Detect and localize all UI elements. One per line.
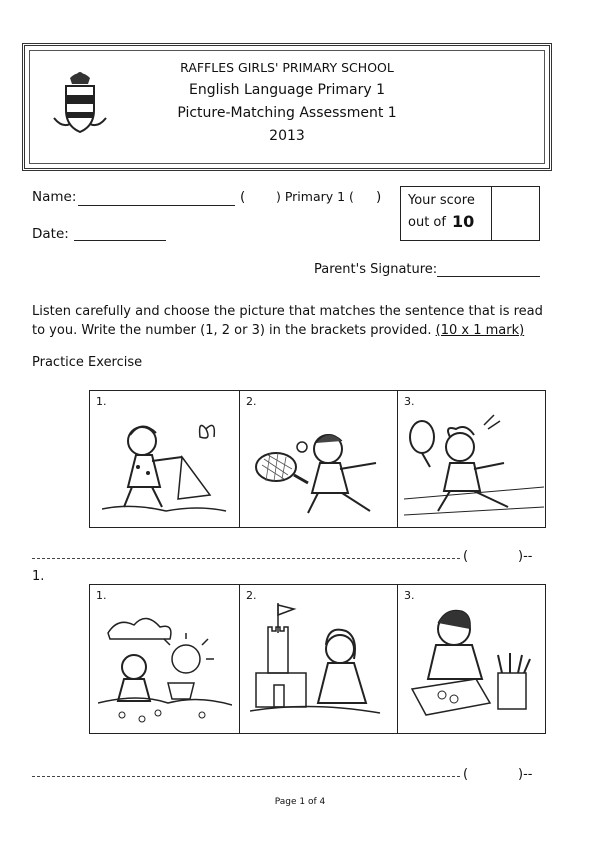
score-label-line2: out of (408, 215, 446, 230)
picture-number: 3. (404, 395, 415, 408)
practice-picture-3 (398, 391, 547, 527)
practice-answer-field[interactable] (472, 548, 516, 566)
subject-title: English Language Primary 1 (189, 82, 385, 98)
date-field[interactable] (74, 240, 166, 241)
name-field[interactable] (78, 205, 235, 206)
practice-picture-2 (240, 391, 398, 527)
question-1-number: 1. (32, 569, 45, 584)
practice-answer-open: ( (463, 549, 469, 564)
question-1-answer-open: ( (463, 767, 469, 782)
picture-number: 2. (246, 589, 257, 602)
question-1-dashed-line (32, 776, 460, 777)
name-label: Name: (32, 189, 77, 205)
date-label: Date: (32, 226, 69, 242)
girl-playing-badminton-icon (404, 407, 544, 519)
score-divider (491, 187, 492, 240)
picture-number: 3. (404, 589, 415, 602)
girl-catching-butterfly-icon (102, 407, 230, 517)
practice-heading: Practice Exercise (32, 355, 143, 370)
class-label: ) Primary 1 ( (276, 189, 354, 204)
instructions-text: Listen carefully and choose the picture that matches the sentence that is read to you. Write the number (1, 2 or 3) in the brackets provided. (32, 304, 543, 338)
question-1-picture-1 (90, 585, 240, 733)
girl-building-sandcastle-icon (250, 603, 390, 727)
marks-note: (10 x 1 mark) (435, 323, 525, 338)
year: 2013 (269, 128, 305, 144)
practice-dashed-line (32, 558, 460, 559)
assessment-title: Picture-Matching Assessment 1 (177, 105, 397, 121)
instructions (32, 302, 552, 340)
picture-number: 1. (96, 395, 107, 408)
score-total: 10 (452, 212, 475, 231)
picture-number: 1. (96, 589, 107, 602)
practice-picture-1 (90, 391, 240, 527)
girl-drawing-with-crayons-icon (406, 599, 540, 727)
class-paren-close: ) (376, 189, 382, 205)
question-1-picture-row (89, 584, 546, 734)
question-1-answer-field[interactable] (472, 766, 516, 784)
question-1-picture-2 (240, 585, 398, 733)
score-box (400, 186, 540, 241)
practice-answer-close: )-- (518, 549, 533, 564)
register-paren-open: ( (240, 189, 246, 205)
picture-number: 2. (246, 395, 257, 408)
question-1-picture-3 (398, 585, 547, 733)
school-crest-icon (50, 68, 110, 138)
child-picnic-in-park-icon (98, 603, 232, 727)
question-1-answer-close: )-- (518, 767, 533, 782)
boy-playing-tennis-icon (246, 407, 392, 519)
score-label-line1: Your score (408, 193, 475, 208)
page-number: Page 1 of 4 (274, 797, 326, 807)
parent-signature-field[interactable] (437, 276, 540, 277)
school-name: RAFFLES GIRLS' PRIMARY SCHOOL (180, 60, 394, 75)
practice-picture-row (89, 390, 546, 528)
parent-signature-label: Parent's Signature: (314, 262, 438, 277)
